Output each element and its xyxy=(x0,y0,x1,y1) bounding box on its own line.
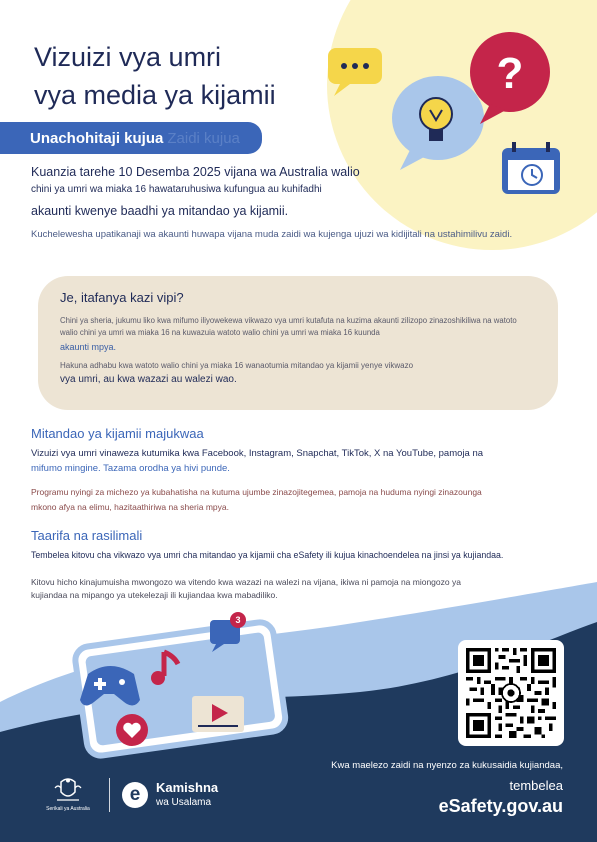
footer-visit: tembelea xyxy=(509,778,563,793)
how-paragraph-1-end: akaunti mpya. xyxy=(60,342,117,352)
section-banner xyxy=(0,122,262,154)
how-paragraph-2-end: vya umri, au kwa wazazi au walezi wao. xyxy=(60,374,237,385)
intro-lead-3: akaunti kwenye baadhi ya mitandao ya kijamii. xyxy=(31,204,289,218)
how-paragraph-2: Hakuna adhabu kwa watoto walio chini ya miaka 16 wanaotumia mitandao ya kijamii yenye vikwazo xyxy=(60,361,414,370)
esafety-logo-subtitle: wa Usalama xyxy=(156,797,212,808)
phone-illustration xyxy=(60,612,300,762)
government-label: Serikali ya Australia xyxy=(46,806,90,812)
lightbulb-icon xyxy=(392,76,484,170)
australian-government-logo xyxy=(38,778,98,812)
platforms-paragraph-1-text: Vizuizi vya umri vinaweza kutumika kwa Facebook, Instagram, Snapchat, TikTok, X na YouTube, pamoja na xyxy=(31,448,484,459)
banner-label: Unachohitaji kujua xyxy=(30,130,164,147)
latest-list-link[interactable]: mifumo mingine. Tazama orodha ya hivi punde. xyxy=(31,463,230,474)
qr-code[interactable] xyxy=(458,640,564,746)
calendar-clock-icon xyxy=(502,142,560,194)
platforms-paragraph-1 xyxy=(31,446,566,476)
coat-of-arms-icon xyxy=(53,778,83,804)
intro-note: Kuchelewesha upatikanaji wa akaunti huwapa vijana muda zaidi wa kujenga ujuzi wa kidijitali na ustahimilivu zaidi. xyxy=(31,229,513,240)
platforms-heading: Mitandao ya kijamii majukwaa xyxy=(31,426,204,441)
heart-icon xyxy=(116,714,148,746)
platforms-paragraph-2-end: mkono afya na elimu, hazitaathiriwa na sheria mpya. xyxy=(31,502,229,512)
intro-lead: Kuanzia tarehe 10 Desemba 2025 vijana wa Australia walio xyxy=(31,165,360,179)
logo-divider xyxy=(109,778,110,812)
esafety-e-icon: e xyxy=(122,782,148,808)
footer-lead: Kwa maelezo zaidi na nyenzo za kukusaidia kujiandaa, xyxy=(331,760,563,771)
title-line-1: Vizuizi vya umri xyxy=(34,42,222,72)
esafety-url-link[interactable]: eSafety.gov.au xyxy=(438,796,563,816)
resources-paragraph-2: Kitovu hicho kinajumuisha mwongozo wa vitendo kwa wazazi na walezi na vijana, ikiwa ni pamoja na miongozo ya kujiandaa na mipango ya utekelezaji ili kujiandaa kwa mabadiliko. xyxy=(31,577,461,600)
title-line-2: vya media ya kijamii xyxy=(34,80,276,110)
qr-code-image xyxy=(466,648,556,738)
page-title xyxy=(34,38,276,114)
intro-lead-2: chini ya umri wa miaka 16 hawataruhusiwa kufungua au kuhifadhi xyxy=(31,184,322,195)
how-paragraph-1: Chini ya sheria, jukumu liko kwa mifumo iliyowekewa vikwazo vya umri kutafuta na kuzima akaunti zilizopo zinazoshikiliwa na watoto walio chini ya umri wa miaka 16 na kuwazuia watoto walio chini ya umri wa miaka 16 kuunda xyxy=(60,316,517,337)
notification-badge-count: 3 xyxy=(235,615,241,625)
video-play-icon xyxy=(192,696,244,732)
resources-paragraph-1: Tembelea kitovu cha vikwazo vya umri cha mitandao ya kijamii cha eSafety ili kujua kinachoendelea na jinsi ya kujiandaa. xyxy=(31,550,504,560)
how-heading: Je, itafanya kazi vipi? xyxy=(60,290,184,305)
speech-bubble-dots-icon xyxy=(328,48,382,96)
how-it-works-box xyxy=(38,276,558,410)
svg-text:?: ? xyxy=(496,49,524,98)
platforms-paragraph-2 xyxy=(31,485,566,515)
esafety-logo-title: Kamishna xyxy=(156,780,219,795)
platforms-paragraph-2-text: Programu nyingi za michezo ya kubahatisha na kutuma ujumbe zinazojitegemea, pamoja na huduma nyingi zinazounga xyxy=(31,487,482,497)
banner-ghost-text: Zaidi kujua xyxy=(167,130,240,147)
resources-heading: Taarifa na rasilimali xyxy=(31,528,143,543)
